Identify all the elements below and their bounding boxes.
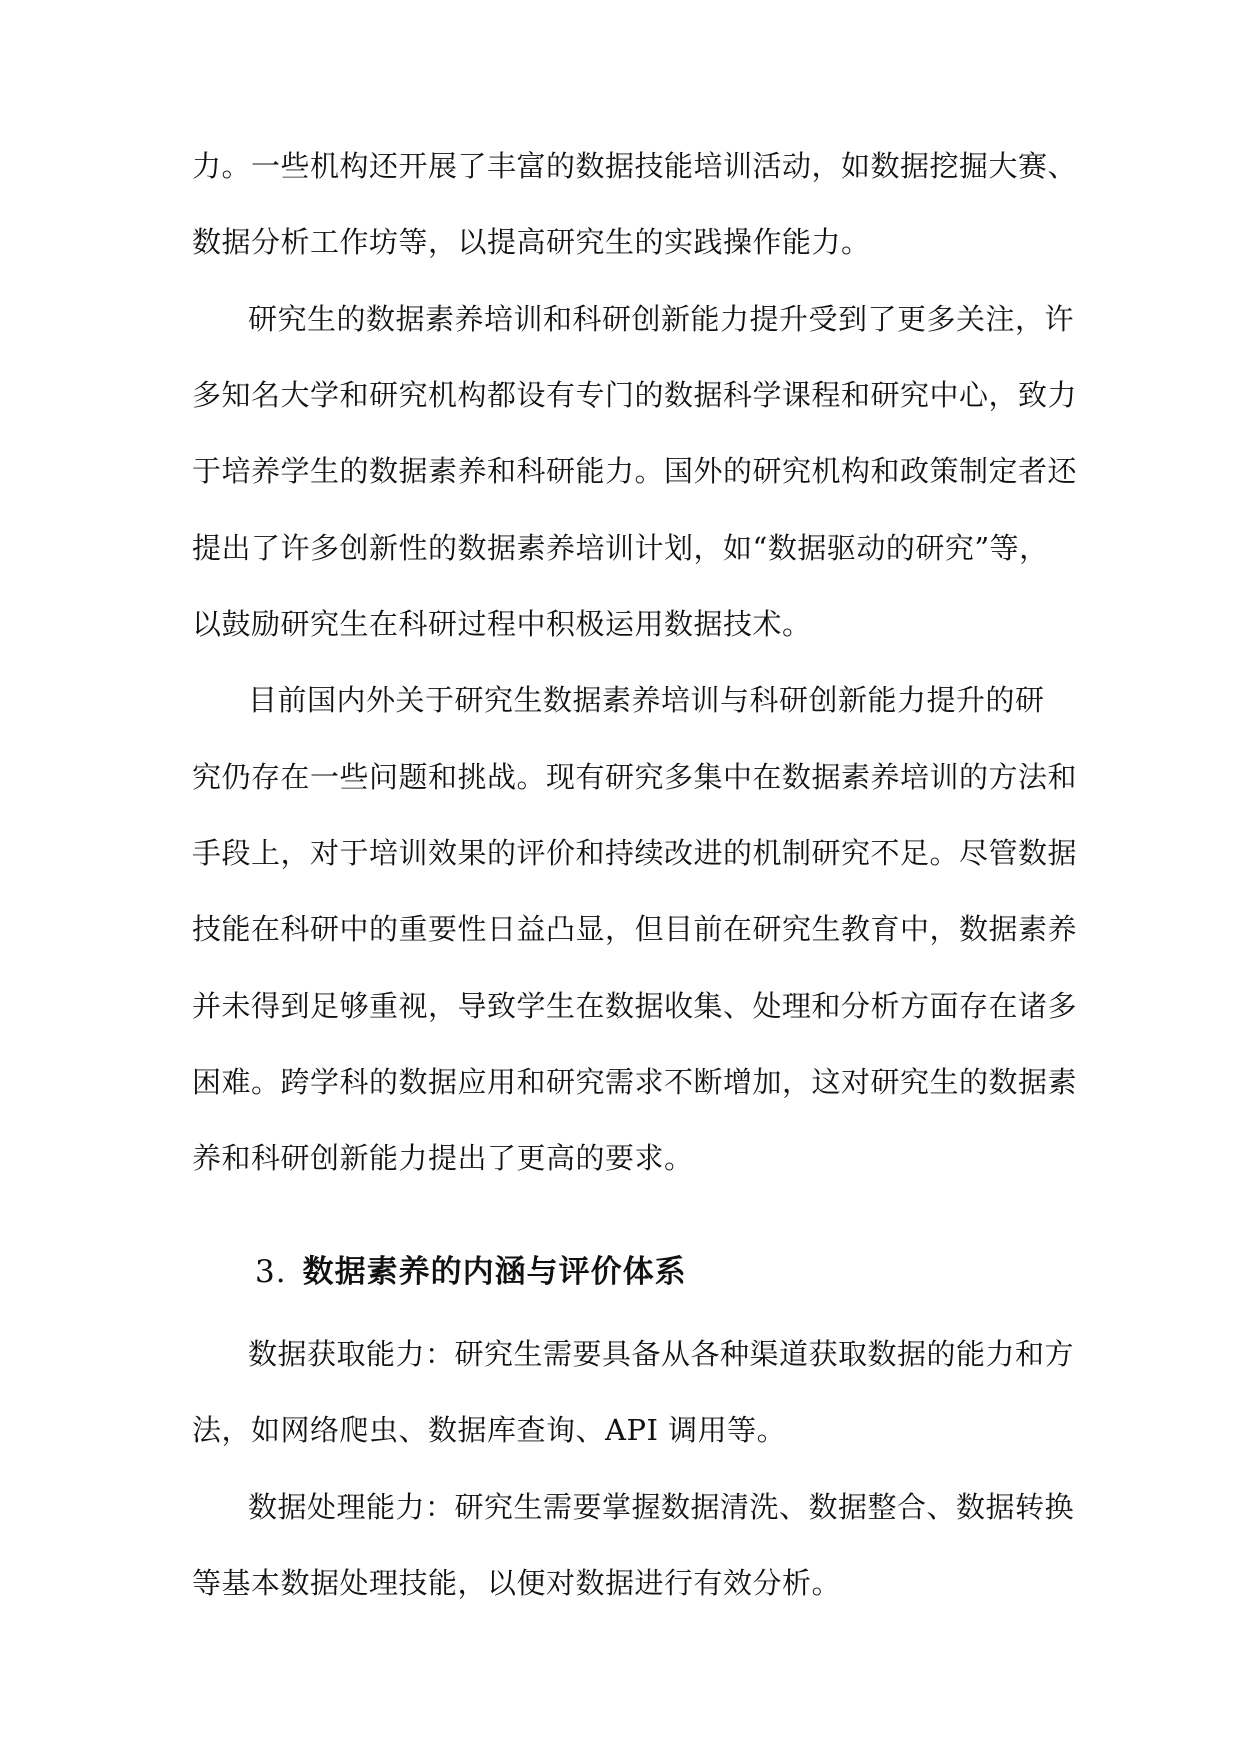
paragraph-first-line: 研究生的数据素养培训和科研创新能力提升受到了更多关注，许 (248, 302, 1075, 336)
text-line: 究仍存在一些问题和挑战。现有研究多集中在数据素养培训的方法和 (192, 760, 1078, 794)
text-line: 困难。跨学科的数据应用和研究需求不断增加，这对研究生的数据素 (192, 1065, 1078, 1099)
text-line: 多知名大学和研究机构都设有专门的数据科学课程和研究中心，致力 (192, 378, 1078, 412)
section-number: 3. (255, 1254, 287, 1290)
paragraph-first-line: 目前国内外关于研究生数据素养培训与科研创新能力提升的研 (248, 683, 1045, 717)
text-line: 数据分析工作坊等，以提高研究生的实践操作能力。 (192, 225, 871, 259)
text-line: 力。一些机构还开展了丰富的数据技能培训活动，如数据挖掘大赛、 (192, 149, 1078, 183)
text-line: 提出了许多创新性的数据素养培训计划，如“数据驱动的研究”等， (192, 531, 1049, 565)
paragraph-first-line: 数据获取能力：研究生需要具备从各种渠道获取数据的能力和方 (248, 1337, 1075, 1371)
section-heading (255, 1250, 687, 1294)
text-line: 手段上，对于培训效果的评价和持续改进的机制研究不足。尽管数据 (192, 836, 1078, 870)
text-line: 以鼓励研究生在科研过程中积极运用数据技术。 (192, 607, 812, 641)
paragraph-first-line: 数据处理能力：研究生需要掌握数据清洗、数据整合、数据转换 (248, 1490, 1075, 1524)
text-line: 等基本数据处理技能，以便对数据进行有效分析。 (192, 1566, 842, 1600)
text-line: 法，如网络爬虫、数据库查询、API 调用等。 (192, 1413, 787, 1447)
text-line: 于培养学生的数据素养和科研能力。国外的研究机构和政策制定者还 (192, 454, 1078, 488)
text-line: 养和科研创新能力提出了更高的要求。 (192, 1141, 694, 1175)
text-line: 并未得到足够重视，导致学生在数据收集、处理和分析方面存在诸多 (192, 989, 1078, 1023)
text-line: 技能在科研中的重要性日益凸显，但目前在研究生教育中，数据素养 (192, 912, 1078, 946)
section-title: 数据素养的内涵与评价体系 (302, 1254, 687, 1290)
